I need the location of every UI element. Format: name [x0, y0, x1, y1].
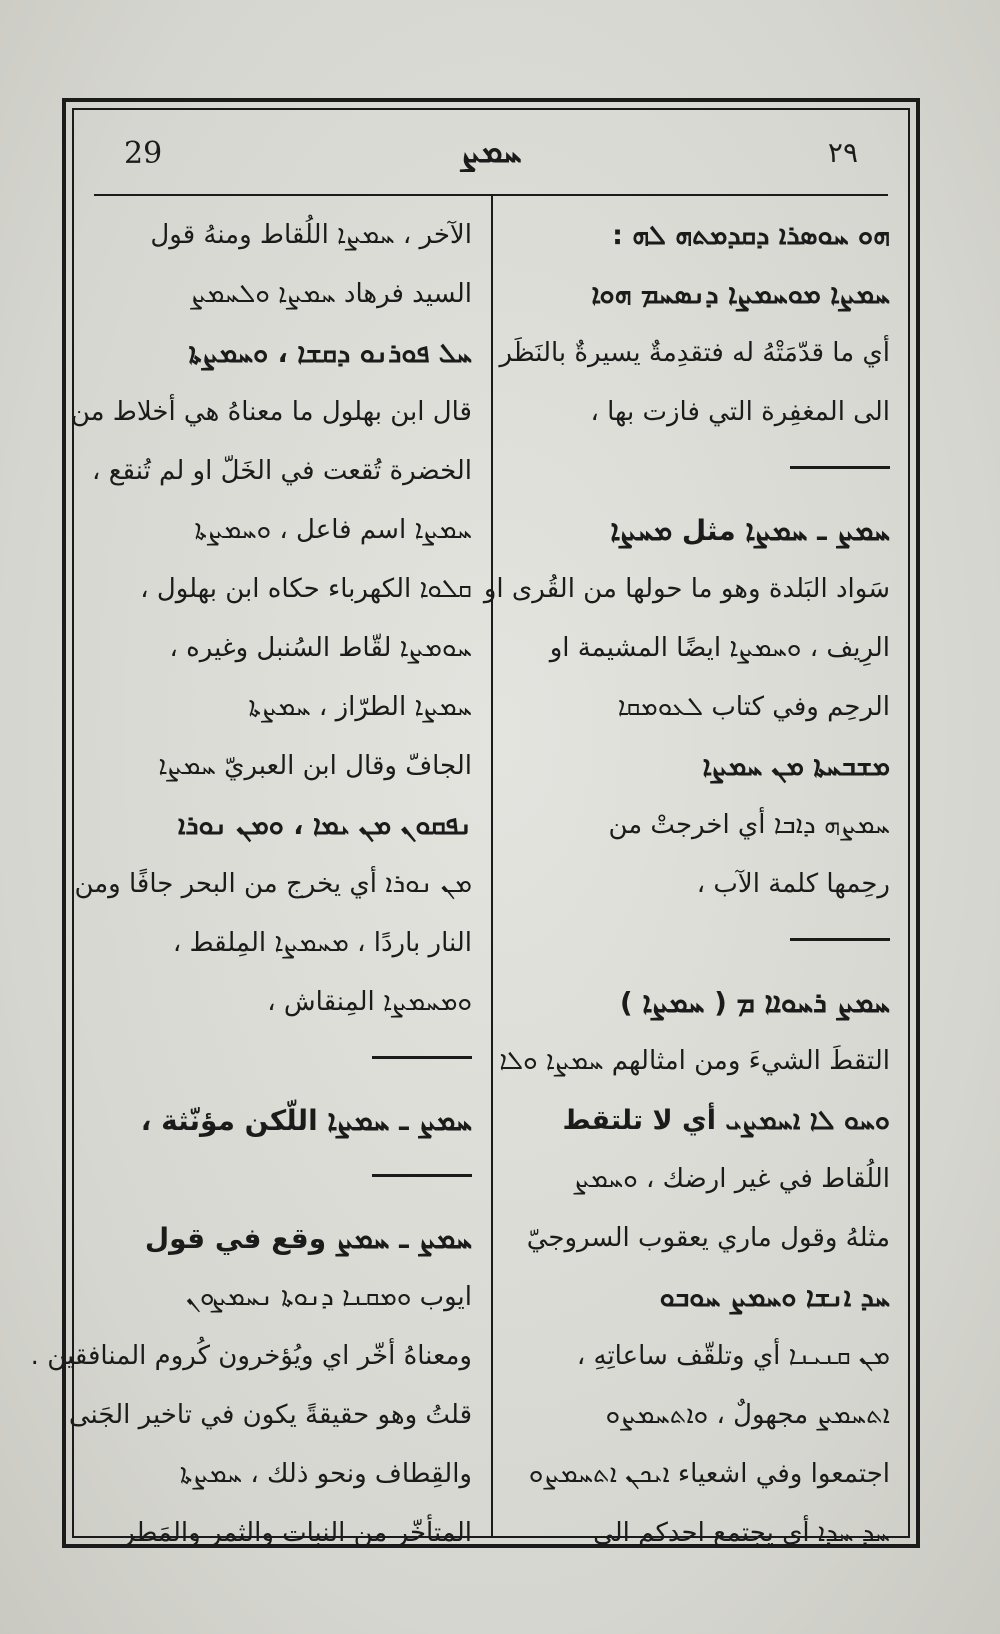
entry-headword-line: ܚܡܨ ـ ܚܡܨܐ اللّكن مؤنّثة ،	[140, 1104, 472, 1137]
text-line: مثلهُ وقول ماري يعقوب السروجيّ	[526, 1223, 890, 1253]
text-line: ܡܫܒܚܬܐ ܡܢ ܚܡܨܐ	[702, 751, 890, 782]
text-line: ܗܘ ܚܘܣܪܐ ܕܩܕܡܬܗ ܠܗ :	[612, 220, 890, 251]
page-number-latin: 29	[124, 136, 163, 171]
page-frame-outer	[30, 98, 920, 1548]
text-line: ܩܠܘܐ الكهرباء حكاه ابن بهلول ،	[140, 574, 472, 604]
text-line: التقطَ الشيءَ ومن امثالهم ܚܡܨܐ ܘܠܐ	[499, 1046, 890, 1076]
running-head: ܚܡܨ	[460, 132, 522, 170]
text-line: ܢܦܩܘܢ ܡܢ ܝܡܐ ، ܘܡܢ ܢܘܪܐ	[177, 810, 472, 841]
text-line: رحِمها كلمة الآب ،	[696, 869, 890, 899]
text-line: ܚܠ ܦܘܪܢܘ ܕܩܫܐ ، ܘܚܡܨܬܐ	[188, 338, 472, 369]
page-number-arabic: ٢٩	[827, 136, 858, 169]
text-line: قال ابن بهلول ما معناهُ هي أخلاط من	[70, 397, 472, 427]
text-line: ܚܕ ܚܕܐ أي يجتمع احدكم الى	[593, 1518, 890, 1548]
section-divider	[501, 442, 890, 501]
text-line: ܡܢ ܩܢܝܢܐ أي وتلقّف ساعاتِهِ ،	[576, 1341, 890, 1371]
text-line: ايوب ܘܡܩܢܐ ܕܢܘܬܐ ܢܚܡܨܘܢ	[185, 1282, 472, 1312]
section-divider	[92, 1150, 472, 1209]
text-line: اللُقاط في غير ارضك ، ܘܚܡܨ	[573, 1164, 890, 1194]
text-line: سَواد البَلدة وهو ما حولها من القُرى او	[483, 574, 890, 604]
text-line: الرِيف ، ܘܚܡܨܐ ايضًا المشيمة او	[549, 633, 890, 663]
text-line: ܚܡܨܐ ܡܘܚܡܨܐ ܕܢܣܚܡ ܗܘܐ	[591, 279, 890, 310]
text-line: السيد فرهاد ܚܡܨܐ ܘܠܚܡܨ	[190, 279, 472, 309]
text-line: قلتُ وهو حقيقةً يكون في تاخير الجَنى	[68, 1400, 472, 1430]
text-line: الرحِم وفي كتاب ܠܥܘܡܩܐ	[617, 692, 890, 722]
page-frame-inner	[30, 108, 910, 1548]
text-line: ܘܚܘ ܠܐ ܐܚܡܨܝ أي لا تلتقط	[562, 1105, 890, 1136]
text-line: ܚܕ ܐܢܫܐ ܘܚܡܨ ܚܘܒܘ	[659, 1282, 890, 1313]
section-divider	[92, 1032, 472, 1091]
text-line: الآخر ، ܚܡܨܐ اللُقاط ومنهُ قول	[150, 220, 472, 250]
text-line: ܚܡܨܗ ܕܐܒܐ أي اخرجتْ من	[608, 810, 890, 840]
text-line: الى المغفِرة التي فازت بها ،	[590, 397, 890, 427]
entry-headword-line: ܚܡܨ ܪܚܘܐܐ ܡ ( ܚܡܨܐ )	[619, 986, 890, 1019]
section-divider	[501, 914, 890, 973]
text-line: ܡܢ ܢܘܪܐ أي يخرج من البحر جافًا ومن	[74, 869, 472, 899]
text-line: ܚܡܨܐ اسم فاعل ، ܘܚܡܨܬܐ	[194, 515, 472, 545]
text-line: ومعناهُ أخّر اي ويُؤخرون كُروم المنافقين .	[30, 1341, 472, 1371]
text-line: الخضرة تُقعت في الخَلّ او لم تُنقع ،	[92, 456, 472, 486]
text-line: ܚܘܡܨܐ لقّاط السُنبل وغيره ،	[169, 633, 472, 663]
text-line: الجافّ وقال ابن العبريّ ܚܡܨܐ	[158, 751, 472, 781]
right-column	[483, 206, 890, 1548]
text-line: أي ما قدّمَتْهُ له فتقدِمةٌ يسيرةٌ بالنَظَر	[499, 338, 890, 368]
entry-headword-line: ܚܡܨ ـ ܚܡܨ وقع في قول	[144, 1222, 472, 1255]
text-line: المتأخّر من النبات والثمر والمَطر	[122, 1518, 472, 1548]
text-line: ܐܬܚܡܨ مجهولٌ ، ܘܐܬܚܡܨܘ	[605, 1400, 890, 1430]
text-line: والقِطاف ونحو ذلك ، ܚܡܨܬܐ	[179, 1459, 472, 1489]
text-line: ܚܡܨܐ الطرّاز ، ܚܡܨܬܐ	[248, 692, 472, 722]
text-line: النار باردًا ، ܡܚܡܨܐ المِلقط ،	[172, 928, 472, 958]
text-line: اجتمعوا وفي اشعياء ܐܝܟܢ ܐܬܚܡܨܘ	[528, 1459, 890, 1489]
left-column	[30, 206, 472, 1548]
entry-headword-line: ܚܡܨ ـ ܚܡܨܐ مثل ܡܚܨܐ	[610, 514, 890, 547]
text-line: ܘܡܚܡܨܐ المِنقاش ،	[267, 987, 472, 1017]
page-header	[74, 128, 908, 188]
column-divider	[491, 196, 493, 1536]
